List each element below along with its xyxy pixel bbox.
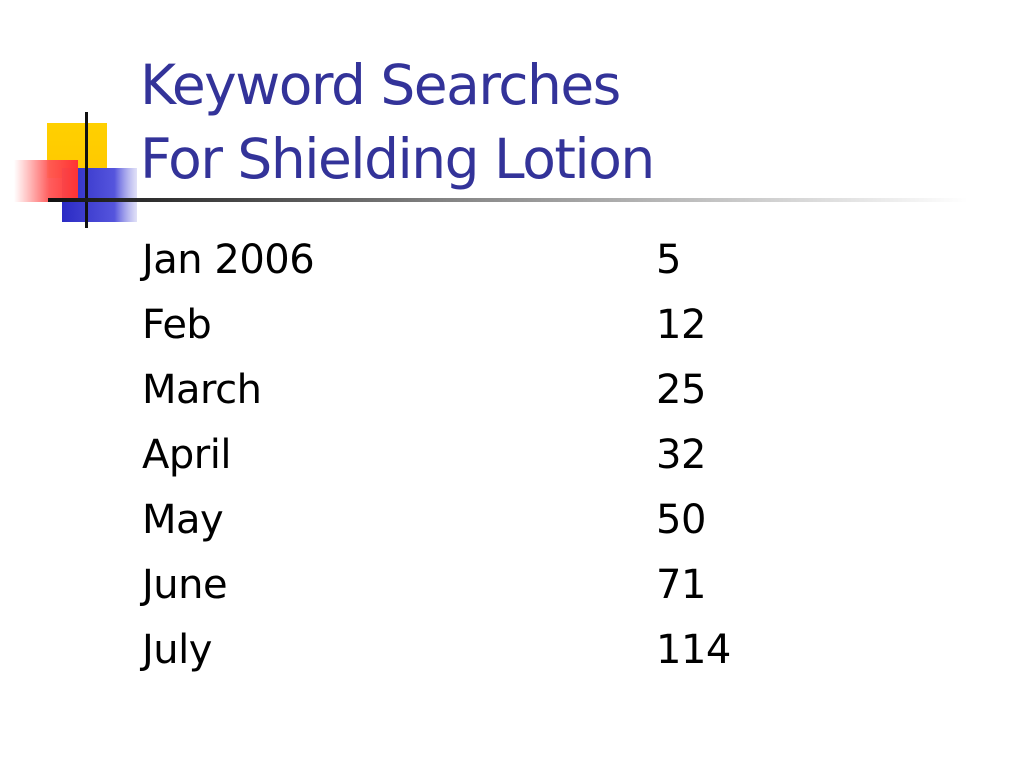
slide-title-line-1: Keyword Searches — [140, 53, 620, 117]
month-label: April — [142, 432, 231, 478]
table-row — [142, 228, 842, 293]
table-row — [142, 553, 842, 618]
month-label: May — [142, 497, 224, 543]
table-row — [142, 618, 842, 683]
table-row — [142, 358, 842, 423]
month-label: June — [142, 562, 228, 608]
keyword-search-table — [142, 228, 842, 683]
search-count: 25 — [656, 367, 706, 413]
slide-title — [140, 48, 654, 196]
search-count: 32 — [656, 432, 706, 478]
month-label: March — [142, 367, 262, 413]
search-count: 12 — [656, 302, 706, 348]
title-underline-rule — [48, 198, 968, 202]
table-row — [142, 293, 842, 358]
month-label: Jan 2006 — [142, 237, 315, 283]
month-label: July — [142, 627, 212, 673]
table-row — [142, 423, 842, 488]
search-count: 50 — [656, 497, 706, 543]
slide-title-line-2: For Shielding Lotion — [140, 127, 654, 191]
logo-red-square — [14, 160, 78, 202]
table-row — [142, 488, 842, 553]
search-count: 5 — [656, 237, 681, 283]
decorative-squares-icon — [0, 0, 160, 240]
logo-vertical-line — [85, 112, 88, 228]
month-label: Feb — [142, 302, 212, 348]
search-count: 114 — [656, 627, 731, 673]
search-count: 71 — [656, 562, 706, 608]
